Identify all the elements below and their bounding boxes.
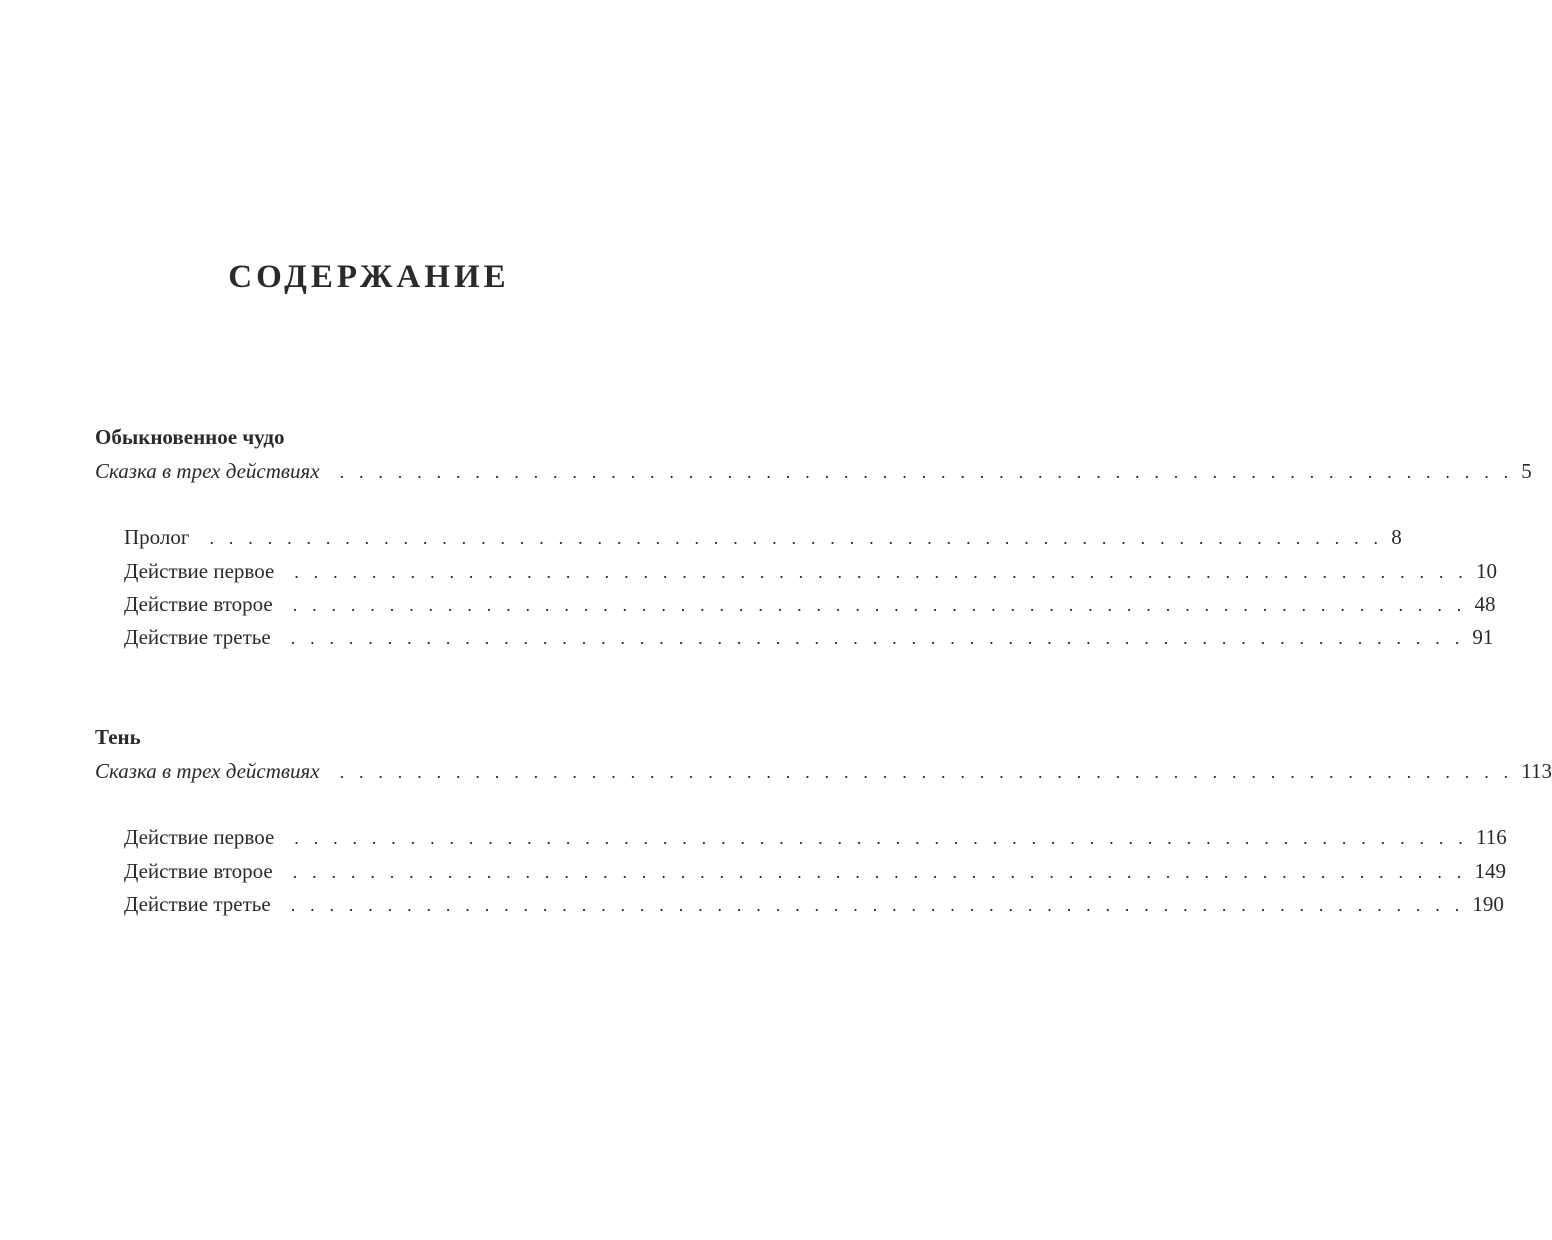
toc-entry-label: Сказка в трех действиях [95,459,320,483]
toc-entry[interactable] [124,590,1496,619]
dot-leader: . . . . . . . . . . . . . . . . . . . . . . . . . . . . . . . . . . . . . . . . . . . . . . . . . . . . . . . . . . . . . [290,628,1465,648]
toc-entry-page: 116 [1475,825,1507,849]
dot-leader: . . . . . . . . . . . . . . . . . . . . . . . . . . . . . . . . . . . . . . . . . . . . . . . . . . . . . . . . . . . . . [339,462,1514,482]
toc-entry[interactable] [124,857,1506,886]
dot-leader: . . . . . . . . . . . . . . . . . . . . . . . . . . . . . . . . . . . . . . . . . . . . . . . . . . . . . . . . . . . . . [292,862,1467,882]
toc-entry[interactable] [124,557,1497,586]
toc-entry[interactable] [95,457,1532,486]
section-title: Обыкновенное чудо [95,425,285,449]
toc-entry-page: 149 [1474,859,1506,883]
toc-entry-page: 10 [1475,559,1497,583]
toc-entry-label: Действие третье [124,892,271,916]
toc-entry-page: 190 [1472,892,1504,916]
toc-entry-label: Сказка в трех действиях [95,759,320,783]
toc-entry-page: 91 [1472,625,1494,649]
toc-entry-page: 8 [1391,525,1402,549]
toc-entry-page: 48 [1474,592,1496,616]
toc-entry-page: 113 [1521,759,1552,783]
toc-entry-label: Действие первое [124,559,275,583]
page-title: СОДЕРЖАНИЕ [228,259,510,295]
dot-leader: . . . . . . . . . . . . . . . . . . . . . . . . . . . . . . . . . . . . . . . . . . . . . . . . . . . . . . . . . . . . . [339,762,1514,782]
toc-entry-label: Действие второе [124,859,273,883]
toc-entry[interactable] [124,890,1504,919]
dot-leader: . . . . . . . . . . . . . . . . . . . . . . . . . . . . . . . . . . . . . . . . . . . . . . . . . . . . . . . . . . . . . [294,828,1468,848]
toc-entry[interactable] [95,757,1552,786]
toc-entry[interactable] [124,523,1402,552]
toc-entry-label: Действие третье [124,625,271,649]
toc-entry-label: Действие первое [124,825,275,849]
toc-entry-label: Пролог [124,525,190,549]
dot-leader: . . . . . . . . . . . . . . . . . . . . . . . . . . . . . . . . . . . . . . . . . . . . . . . . . . . . . . . . . . . . . [290,895,1465,915]
section-title: Тень [95,725,141,749]
dot-leader: . . . . . . . . . . . . . . . . . . . . . . . . . . . . . . . . . . . . . . . . . . . . . . . . . . . . . . . . . . . . . [292,595,1467,615]
toc-entry-page: 5 [1521,459,1532,483]
toc-entry[interactable] [124,623,1494,652]
toc-entry-label: Действие второе [124,592,273,616]
toc-entry[interactable] [124,823,1507,852]
dot-leader: . . . . . . . . . . . . . . . . . . . . . . . . . . . . . . . . . . . . . . . . . . . . . . . . . . . . . . . . . . . . . [209,528,1384,548]
dot-leader: . . . . . . . . . . . . . . . . . . . . . . . . . . . . . . . . . . . . . . . . . . . . . . . . . . . . . . . . . . . . . [294,562,1468,582]
